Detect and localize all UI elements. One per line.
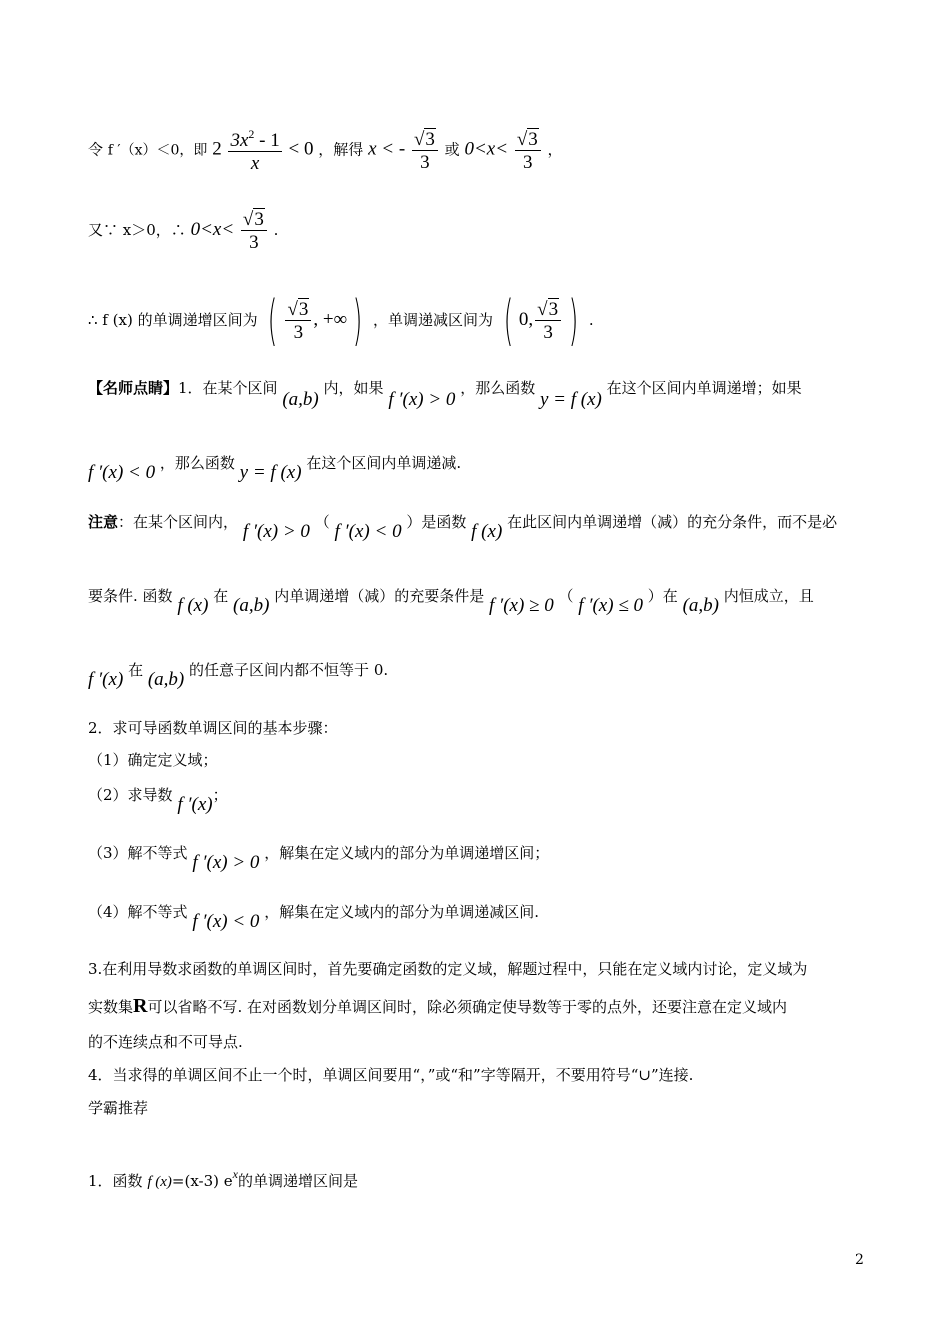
- fraction-sqrt3-over-3: $\frac{√3}{3}$: [515, 130, 541, 172]
- line-note: 注意：在某个区间内， f ′(x) > 0 （ f ′(x) < 0 ）是函数 f (x) 在此区间内单调递增（减）的充分条件，而不是必: [88, 513, 838, 542]
- line-step-3: （3）解不等式 f ′(x) > 0 ，解集在定义域内的部分为单调递增区间；: [88, 844, 550, 873]
- line-necessary-condition: 要条件. 函数 f (x) 在 (a,b) 内单调递增（减）的充要条件是 f ′(x) ≥ 0 （ f ′(x) ≤ 0 ）在 (a,b) 内恒成立，且: [88, 587, 814, 616]
- fraction-sqrt3-over-3: $\frac{√3}{3}$: [241, 210, 267, 252]
- note-heading: 注意: [88, 513, 119, 531]
- line-steps-heading: 2．求可导函数单调区间的基本步骤：: [88, 719, 338, 737]
- line-step-2: （2）求导数 f ′(x)；: [88, 786, 228, 815]
- fraction-sqrt3-over-3: $\frac{√3}{3}$: [285, 300, 311, 342]
- line-solve-inequality: 令 f ′（x）＜0，即 2 $\frac{3x^2 - 1}{x}$ < 0 ，解得 x < - $\frac{√3}{3}$ 或 0<x< $\frac{√3}{3}$ ，: [88, 127, 563, 174]
- line-point-4: 4．当求得的单调区间不止一个时，单调区间要用“，”或“和”字等隔开，不要用符号“∪”连接.: [88, 1066, 694, 1084]
- fraction-derivative: $\frac{3x^2 - 1}{x}$: [230, 127, 280, 174]
- line-teacher-tip: 【名师点睛】1．在某个区间 (a,b) 内，如果 f ′(x) > 0 ，那么函数 y = f (x) 在这个区间内单调递增；如果: [88, 379, 802, 410]
- line-step-4: （4）解不等式 f ′(x) < 0 ，解集在定义域内的部分为单调递减区间.: [88, 903, 539, 932]
- fraction-sqrt3-over-3: $\frac{√3}{3}$: [535, 300, 561, 342]
- page-number: 2: [855, 1252, 864, 1268]
- line-monotonic-intervals: ∴ f (x) 的单调递增区间为 ( $\frac{√3}{3}$ , +∞ ) ，单调递减区间为 ( 0, $\frac{√3}{3}$ ) .: [88, 289, 594, 352]
- teacher-tip-heading: 【名师点睛】: [88, 379, 179, 397]
- section-heading-recommend: 学霸推荐: [88, 1099, 149, 1117]
- line-point-3-end: 的不连续点和不可导点.: [88, 1033, 243, 1051]
- line-domain-restriction: 又∵ x＞0，∴ 0<x< $\frac{√3}{3}$ .: [88, 209, 279, 253]
- line-step-1: （1）确定定义域；: [88, 751, 218, 769]
- line-point-3-cont: 实数集R可以省略不写. 在对函数划分单调区间时，除必须确定使导数等于零的点外，还要注意在定义域内: [88, 995, 788, 1017]
- line-subinterval: f ′(x) 在 (a,b) 的任意子区间内都不恒等于 0.: [88, 661, 389, 690]
- real-numbers-symbol: R: [133, 995, 148, 1017]
- derivative-condition: f ′（x）＜0，即: [107, 142, 208, 159]
- fraction-sqrt3-over-3: $\frac{√3}{3}$: [412, 130, 438, 172]
- line-decreasing-rule: f ′(x) < 0 ，那么函数 y = f (x) 在这个区间内单调递减.: [88, 454, 462, 483]
- line-point-3: 3.在利用导数求函数的单调区间时，首先要确定函数的定义域，解题过程中，只能在定义域内讨论，定义域为: [88, 960, 808, 978]
- line-exercise-1: 1．函数 f (x)=(x-3) $e^x$的单调递增区间是: [88, 1167, 358, 1190]
